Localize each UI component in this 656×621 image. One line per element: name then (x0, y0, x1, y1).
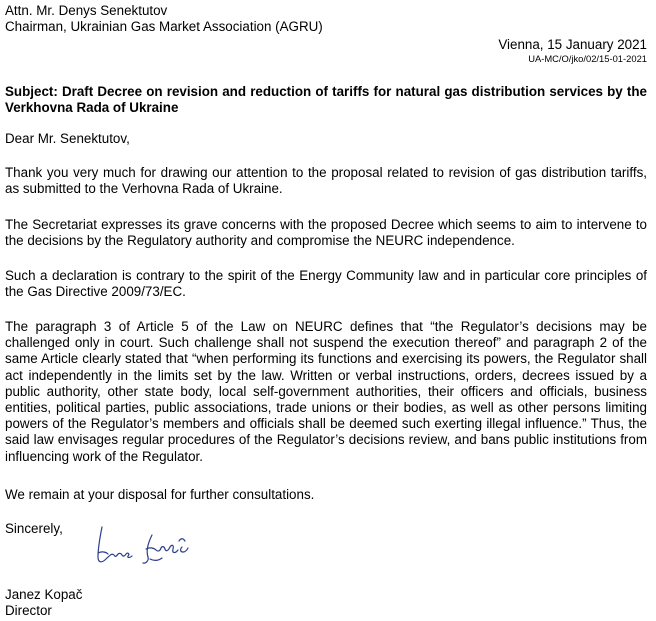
letter-date: Vienna, 15 January 2021 (498, 37, 647, 52)
paragraph-concerns: The Secretariat expresses its grave concerns with the proposed Decree which seems to aim to intervene to the decisions by the Regulatory authority and compromise the NEURC independence. (5, 217, 647, 249)
signatory-title: Director (5, 603, 52, 618)
closing: Sincerely, (5, 521, 63, 536)
addressee-title: Chairman, Ukrainian Gas Market Association (AGRU) (5, 19, 323, 35)
handwritten-signature (88, 523, 198, 571)
paragraph-disposal: We remain at your disposal for further consultations. (5, 487, 315, 502)
subject-line: Subject: Draft Decree on revision and reduction of tariffs for natural gas distribution services by the Verkhovna Rada of Ukraine (5, 84, 647, 116)
signatory-name: Janez Kopač (5, 587, 83, 602)
reference-number: UA-MC/O/jko/02/15-01-2021 (528, 53, 647, 65)
salutation: Dear Mr. Senektutov, (5, 131, 130, 146)
paragraph-law: The paragraph 3 of Article 5 of the Law on NEURC defines that “the Regulator’s decisions may be challenged only in court. Such challenge shall not suspend the execution thereof” and paragraph 2 of the same Article clearly stated that “when performing its functions and exercising its powers, the Regulator shall act independently in the limits set by the law. Written or verbal instructions, orders, decrees issued by a public authority, other state body, local self-government authorities, their officers and officials, business entities, political parties, public associations, trade unions or their bodies, as well as other persons limiting powers of the Regulator’s members and officials shall be deemed such exerting illegal influence.” Thus, the said law envisages regular procedures of the Regulator’s decisions review, and bans public institutions from influencing work of the Regulator. (5, 319, 647, 464)
addressee-block (5, 3, 323, 35)
date-block (498, 37, 647, 64)
paragraph-thanks: Thank you very much for drawing our attention to the proposal related to revision of gas distribution tariffs, as submitted to the Verhovna Rada of Ukraine. (5, 165, 647, 197)
paragraph-contrary: Such a declaration is contrary to the spirit of the Energy Community law and in particular core principles of the Gas Directive 2009/73/EC. (5, 268, 647, 300)
addressee-name: Attn. Mr. Denys Senektutov (5, 3, 168, 18)
